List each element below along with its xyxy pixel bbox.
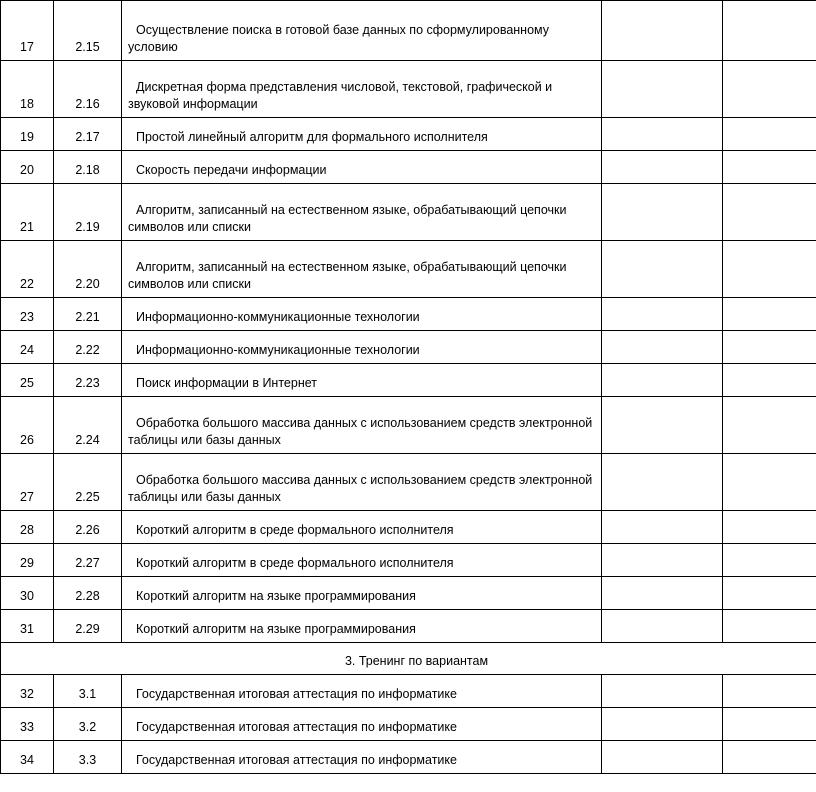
- table-row: [1, 1, 816, 61]
- lesson-topic: [122, 1, 602, 61]
- lesson-code: 2.26: [54, 511, 122, 544]
- lesson-topic: [122, 184, 602, 241]
- topic-line: Алгоритм, записанный на естественном языке, обрабатывающий цепочки: [136, 203, 567, 217]
- lesson-code: 2.17: [54, 118, 122, 151]
- topic-line: Поиск информации в Интернет: [136, 376, 317, 390]
- row-number: 24: [1, 331, 54, 364]
- row-number: 30: [1, 577, 54, 610]
- table-row: [1, 397, 816, 454]
- lesson-code: 2.19: [54, 184, 122, 241]
- date-planned-cell: [602, 454, 723, 511]
- topic-line: символов или списки: [128, 220, 251, 234]
- topic-line: звуковой информации: [128, 97, 258, 111]
- date-planned-cell: [602, 675, 723, 708]
- lesson-code: 2.23: [54, 364, 122, 397]
- lesson-topic: [122, 298, 602, 331]
- lesson-code: 2.18: [54, 151, 122, 184]
- date-planned-cell: [602, 184, 723, 241]
- date-actual-cell: [723, 184, 816, 241]
- date-actual-cell: [723, 364, 816, 397]
- row-number: 25: [1, 364, 54, 397]
- date-actual-cell: [723, 298, 816, 331]
- topic-line: Государственная итоговая аттестация по информатике: [136, 753, 457, 767]
- lesson-plan-body: [1, 1, 816, 774]
- lesson-code: 2.28: [54, 577, 122, 610]
- row-number: 31: [1, 610, 54, 643]
- date-planned-cell: [602, 741, 723, 774]
- date-planned-cell: [602, 61, 723, 118]
- row-number: 23: [1, 298, 54, 331]
- lesson-topic: [122, 454, 602, 511]
- topic-line: таблицы или базы данных: [128, 490, 281, 504]
- lesson-topic: [122, 610, 602, 643]
- row-number: 20: [1, 151, 54, 184]
- table-row: [1, 610, 816, 643]
- date-planned-cell: [602, 364, 723, 397]
- row-number: 18: [1, 61, 54, 118]
- topic-line: Государственная итоговая аттестация по информатике: [136, 687, 457, 701]
- row-number: 34: [1, 741, 54, 774]
- topic-line: Осуществление поиска в готовой базе данных по сформулированному: [136, 23, 550, 37]
- lesson-code: 2.20: [54, 241, 122, 298]
- topic-line: таблицы или базы данных: [128, 433, 281, 447]
- topic-line: Алгоритм, записанный на естественном языке, обрабатывающий цепочки: [136, 260, 567, 274]
- date-actual-cell: [723, 610, 816, 643]
- table-row: [1, 708, 816, 741]
- topic-line: Государственная итоговая аттестация по информатике: [136, 720, 457, 734]
- date-planned-cell: [602, 610, 723, 643]
- topic-line: Короткий алгоритм на языке программирования: [136, 622, 416, 636]
- lesson-topic: [122, 708, 602, 741]
- row-number: 19: [1, 118, 54, 151]
- lesson-code: 2.15: [54, 1, 122, 61]
- date-actual-cell: [723, 675, 816, 708]
- row-number: 27: [1, 454, 54, 511]
- date-planned-cell: [602, 397, 723, 454]
- topic-line: символов или списки: [128, 277, 251, 291]
- topic-line: Информационно-коммуникационные технологии: [136, 310, 420, 324]
- lesson-topic: [122, 241, 602, 298]
- date-planned-cell: [602, 544, 723, 577]
- lesson-topic: [122, 118, 602, 151]
- row-number: 32: [1, 675, 54, 708]
- date-actual-cell: [723, 241, 816, 298]
- date-actual-cell: [723, 741, 816, 774]
- lesson-topic: [122, 331, 602, 364]
- date-planned-cell: [602, 298, 723, 331]
- table-row: [1, 331, 816, 364]
- lesson-topic: [122, 741, 602, 774]
- row-number: 22: [1, 241, 54, 298]
- table-row: [1, 454, 816, 511]
- row-number: 33: [1, 708, 54, 741]
- date-planned-cell: [602, 1, 723, 61]
- lesson-code: 2.21: [54, 298, 122, 331]
- table-row: [1, 577, 816, 610]
- lesson-topic: [122, 364, 602, 397]
- date-planned-cell: [602, 577, 723, 610]
- table-row: [1, 364, 816, 397]
- topic-line: Дискретная форма представления числовой, текстовой, графической и: [136, 80, 553, 94]
- date-planned-cell: [602, 511, 723, 544]
- date-actual-cell: [723, 544, 816, 577]
- topic-line: Информационно-коммуникационные технологии: [136, 343, 420, 357]
- lesson-topic: [122, 511, 602, 544]
- lesson-code: 2.27: [54, 544, 122, 577]
- topic-line: Короткий алгоритм на языке программирования: [136, 589, 416, 603]
- lesson-code: 2.16: [54, 61, 122, 118]
- table-row: [1, 511, 816, 544]
- date-actual-cell: [723, 331, 816, 364]
- date-actual-cell: [723, 118, 816, 151]
- lesson-code: 2.22: [54, 331, 122, 364]
- lesson-code: 2.29: [54, 610, 122, 643]
- date-planned-cell: [602, 708, 723, 741]
- lesson-code: 2.24: [54, 397, 122, 454]
- topic-line: Короткий алгоритм в среде формального исполнителя: [136, 523, 454, 537]
- table-row: [1, 61, 816, 118]
- table-row: [1, 151, 816, 184]
- topic-line: Обработка большого массива данных с использованием средств электронной: [136, 416, 593, 430]
- topic-line: Обработка большого массива данных с использованием средств электронной: [136, 473, 593, 487]
- table-row: [1, 544, 816, 577]
- date-actual-cell: [723, 511, 816, 544]
- date-planned-cell: [602, 241, 723, 298]
- date-actual-cell: [723, 454, 816, 511]
- topic-line: Короткий алгоритм в среде формального исполнителя: [136, 556, 454, 570]
- lesson-code: 3.3: [54, 741, 122, 774]
- lesson-topic: [122, 675, 602, 708]
- row-number: 21: [1, 184, 54, 241]
- date-actual-cell: [723, 1, 816, 61]
- row-number: 17: [1, 1, 54, 61]
- lesson-topic: [122, 544, 602, 577]
- date-actual-cell: [723, 151, 816, 184]
- row-number: 28: [1, 511, 54, 544]
- topic-line: Простой линейный алгоритм для формального исполнителя: [136, 130, 488, 144]
- topic-line: Скорость передачи информации: [136, 163, 327, 177]
- table-row: [1, 298, 816, 331]
- lesson-code: 3.2: [54, 708, 122, 741]
- table-row: [1, 741, 816, 774]
- table-row: [1, 118, 816, 151]
- lesson-topic: [122, 61, 602, 118]
- lesson-topic: [122, 151, 602, 184]
- section-row: [1, 643, 816, 675]
- date-planned-cell: [602, 331, 723, 364]
- date-actual-cell: [723, 61, 816, 118]
- section-title: 3. Тренинг по вариантам: [1, 643, 816, 675]
- lesson-code: 2.25: [54, 454, 122, 511]
- table-row: [1, 184, 816, 241]
- date-actual-cell: [723, 397, 816, 454]
- row-number: 29: [1, 544, 54, 577]
- date-planned-cell: [602, 151, 723, 184]
- date-actual-cell: [723, 708, 816, 741]
- row-number: 26: [1, 397, 54, 454]
- lesson-topic: [122, 577, 602, 610]
- date-planned-cell: [602, 118, 723, 151]
- table-row: [1, 241, 816, 298]
- topic-line: условию: [128, 40, 178, 54]
- table-row: [1, 675, 816, 708]
- lesson-code: 3.1: [54, 675, 122, 708]
- date-actual-cell: [723, 577, 816, 610]
- lesson-topic: [122, 397, 602, 454]
